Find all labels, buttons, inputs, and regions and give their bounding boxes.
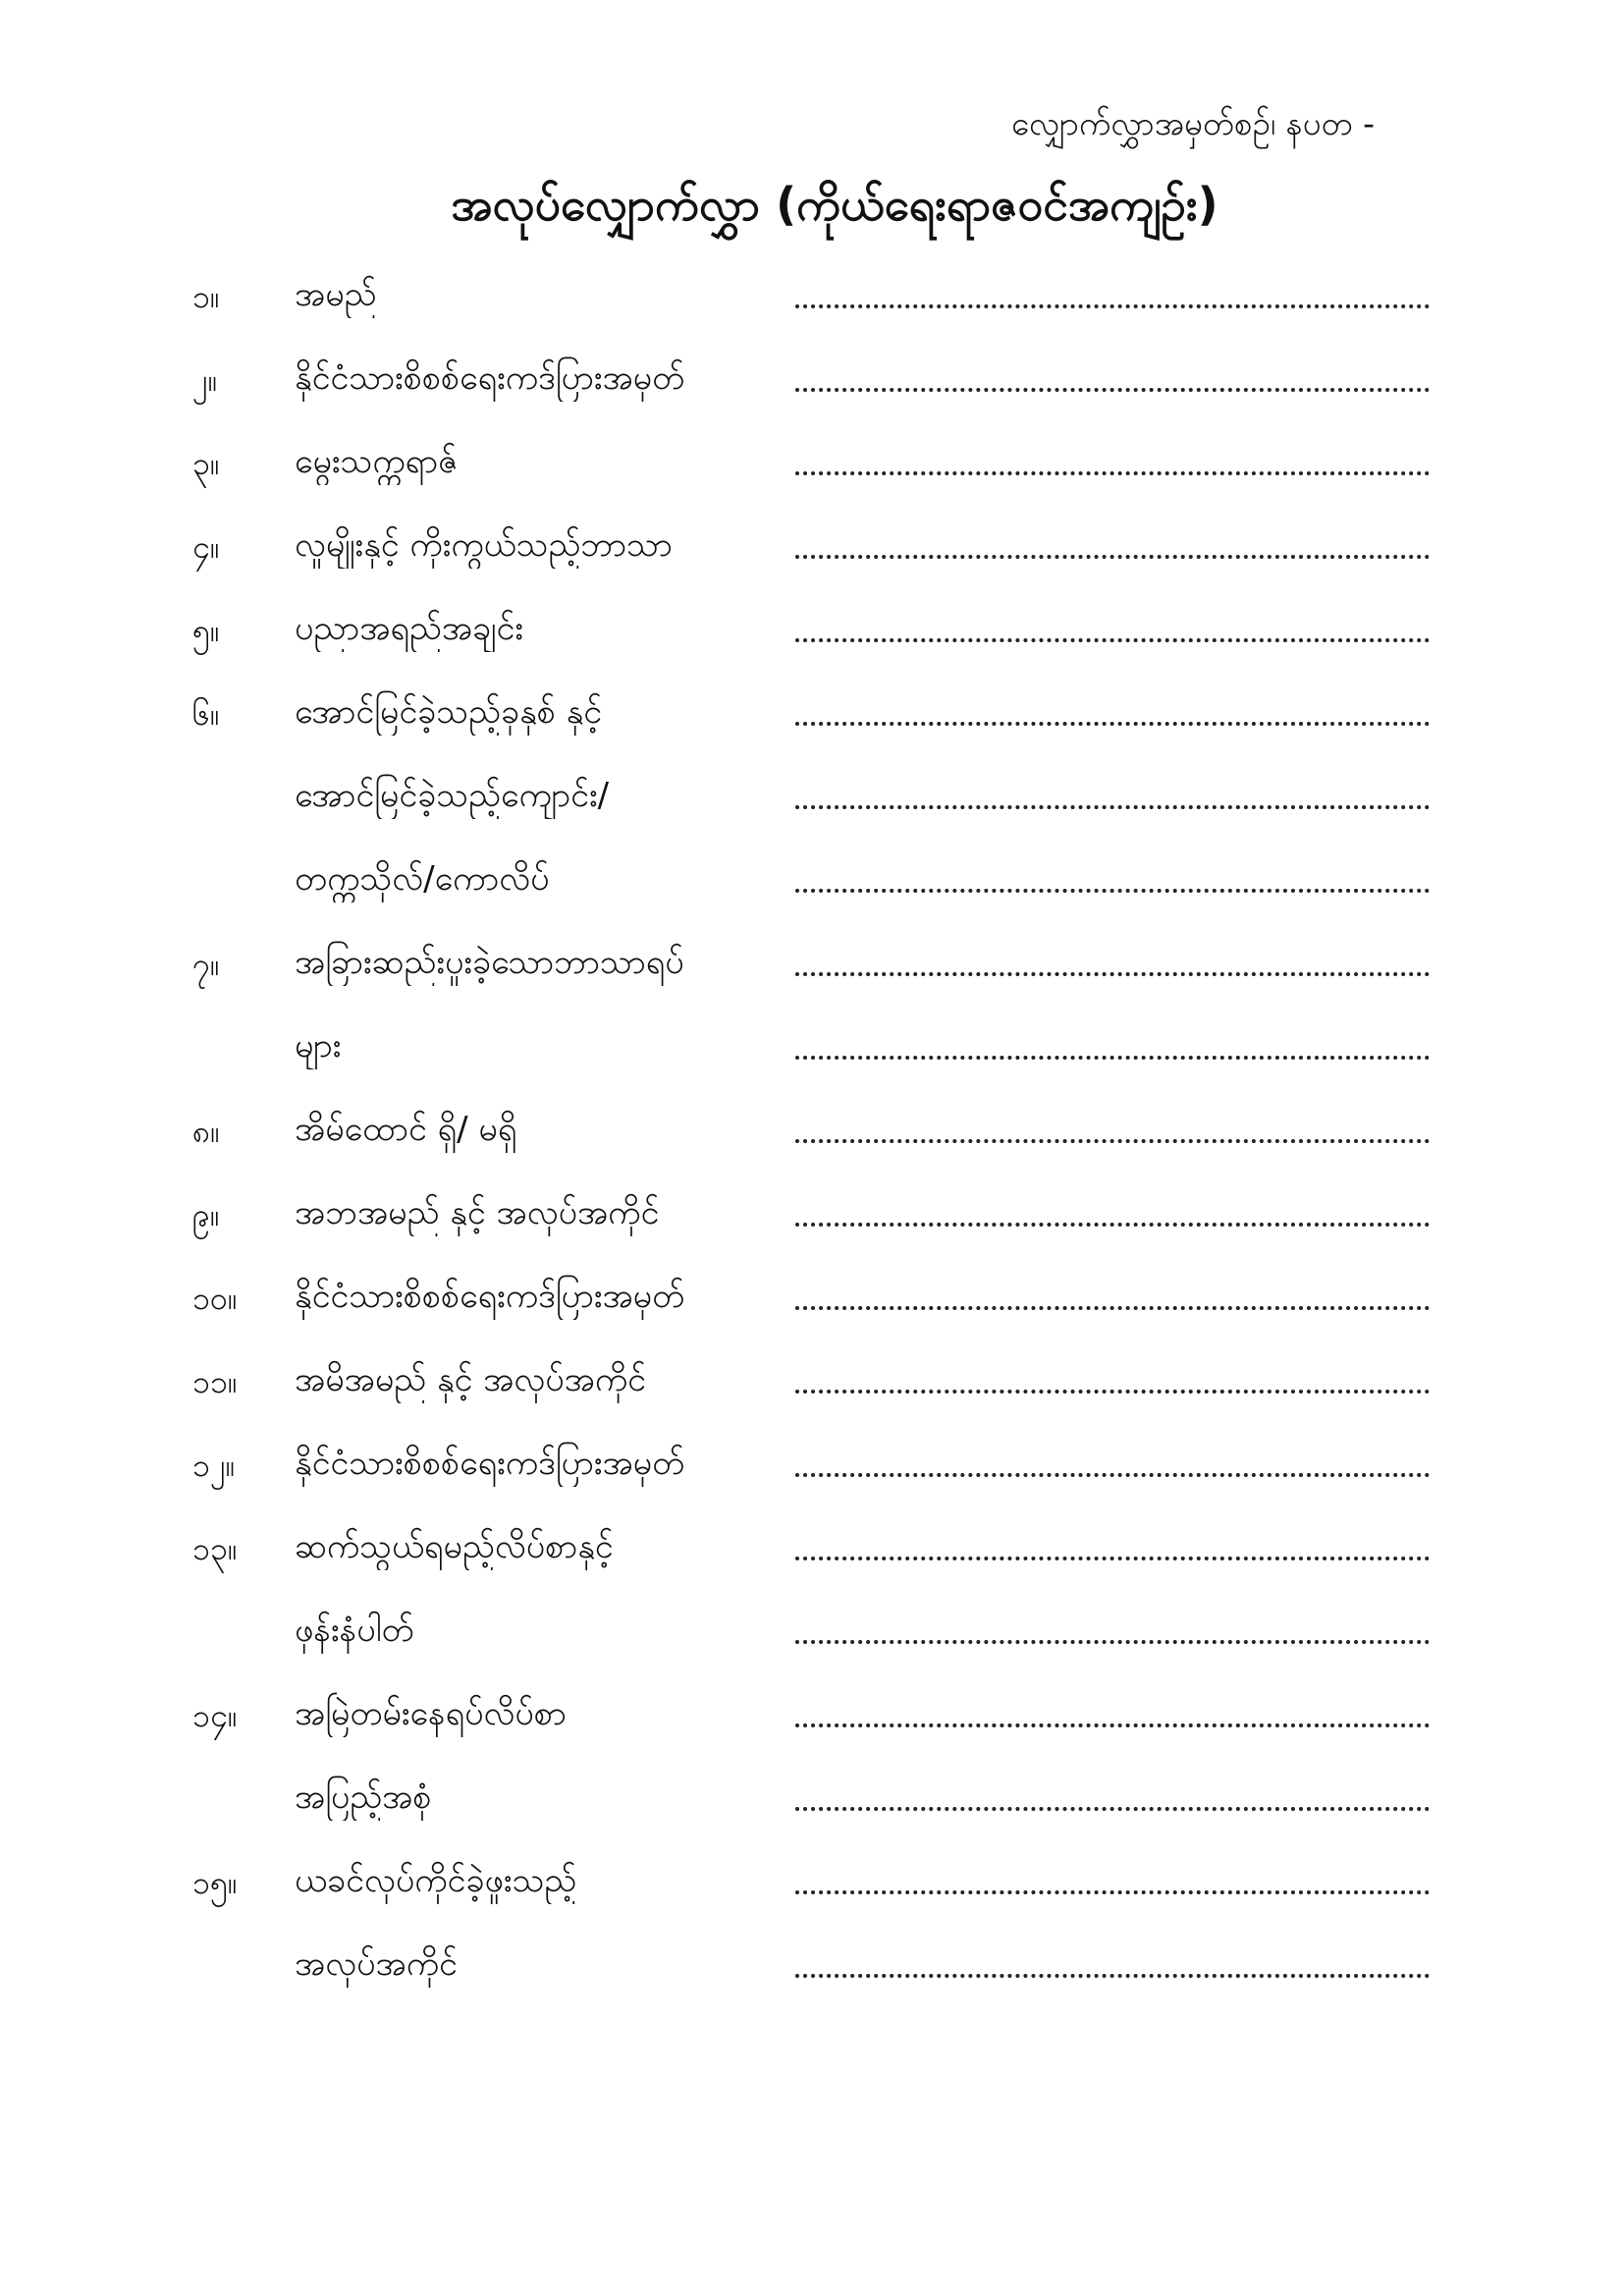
fill-in-line[interactable] [795, 388, 1430, 392]
field-number: ၁၀။ [192, 1280, 238, 1317]
field-label: အပြည့်အစုံ [295, 1777, 432, 1817]
form-row-other-subjects [0, 925, 1624, 1009]
form-row-contact-address [0, 1509, 1624, 1593]
field-number: ၃။ [192, 445, 220, 482]
field-label: အိမ်ထောင် ရှိ/ မရှိ [295, 1110, 517, 1149]
fill-in-line[interactable] [795, 805, 1430, 809]
fill-in-line[interactable] [795, 889, 1430, 893]
form-row-previous-job-cont [0, 1927, 1624, 2010]
fill-in-line[interactable] [795, 1306, 1430, 1310]
fill-in-line[interactable] [795, 1223, 1430, 1227]
fill-in-line[interactable] [795, 1056, 1430, 1060]
field-label: ပညာအရည်အချင်း [295, 609, 524, 648]
form-row-permanent-address-full [0, 1760, 1624, 1843]
field-label: အမိအမည် နှင့် အလုပ်အကိုင် [295, 1360, 646, 1399]
fill-in-line[interactable] [795, 1557, 1430, 1560]
form-row-graduation-year [0, 675, 1624, 758]
field-label: အခြားဆည်းပူးခဲ့သောဘာသာရပ် [295, 943, 684, 982]
field-label: အလုပ်အကိုင် [295, 1944, 458, 1984]
form-row-nrc-number [0, 341, 1624, 424]
form-row-marital-status [0, 1092, 1624, 1175]
form-row-previous-job [0, 1843, 1624, 1927]
field-number: ၁၂။ [192, 1447, 236, 1484]
form-row-father-nrc [0, 1259, 1624, 1342]
form-row-education [0, 591, 1624, 675]
field-label: နိုင်ငံသားစိစစ်ရေးကဒ်ပြားအမှတ် [295, 358, 685, 398]
form-row-other-subjects-cont [0, 1009, 1624, 1092]
fill-in-line[interactable] [795, 555, 1430, 559]
fill-in-line[interactable] [795, 722, 1430, 726]
field-label: အမည် [295, 275, 377, 314]
fill-in-line[interactable] [795, 972, 1430, 976]
form-row-date-of-birth [0, 424, 1624, 508]
form-row-university [0, 842, 1624, 925]
field-label: ဖုန်းနံပါတ် [295, 1611, 414, 1650]
field-label: နိုင်ငံသားစိစစ်ရေးကဒ်ပြားအမှတ် [295, 1277, 685, 1316]
field-number: ၁၃။ [192, 1530, 238, 1567]
field-label: နိုင်ငံသားစိစစ်ရေးကဒ်ပြားအမှတ် [295, 1444, 685, 1483]
fill-in-line[interactable] [795, 1890, 1430, 1894]
field-number: ၆။ [192, 695, 220, 733]
field-label: အမြဲတမ်းနေရပ်လိပ်စာ [295, 1694, 567, 1733]
field-number: ၇။ [192, 946, 220, 983]
field-label: မွေးသက္ကရာဇ် [295, 442, 459, 481]
field-number: ၄။ [192, 528, 220, 566]
form-fields [0, 257, 1624, 2010]
field-number: ၂။ [192, 361, 218, 399]
field-number: ၁၄။ [192, 1697, 238, 1734]
fill-in-line[interactable] [795, 471, 1430, 475]
field-number: ၁၅။ [192, 1864, 238, 1901]
field-label: လူမျိုးနှင့် ကိုးကွယ်သည့်ဘာသာ [295, 525, 673, 565]
field-label: ဆက်သွယ်ရမည့်လိပ်စာနှင့် [295, 1527, 614, 1566]
fill-in-line[interactable] [795, 1473, 1430, 1477]
field-number: ၅။ [192, 612, 220, 649]
fill-in-line[interactable] [795, 1807, 1430, 1811]
field-label: အောင်မြင်ခဲ့သည့်ခုနှစ် နှင့် [295, 692, 603, 732]
fill-in-line[interactable] [795, 1974, 1430, 1978]
fill-in-line[interactable] [795, 1139, 1430, 1143]
field-label: ယခင်လုပ်ကိုင်ခဲ့ဖူးသည့် [295, 1861, 577, 1900]
form-reference-number: လျှောက်လွှာအမှတ်စဉ်၊ နပတ - [1010, 104, 1375, 142]
form-row-mother-nrc [0, 1426, 1624, 1509]
field-label: တက္ကသိုလ်/ကောလိပ် [295, 859, 550, 899]
form-row-school [0, 758, 1624, 842]
form-row-permanent-address [0, 1676, 1624, 1760]
field-number: ၁။ [192, 278, 220, 315]
form-row-mother-name [0, 1342, 1624, 1426]
field-label: အဘအမည် နှင့် အလုပ်အကိုင် [295, 1193, 660, 1232]
fill-in-line[interactable] [795, 1390, 1430, 1394]
form-row-father-name [0, 1175, 1624, 1259]
fill-in-line[interactable] [795, 1640, 1430, 1644]
field-number: ၉။ [192, 1196, 220, 1233]
field-number: ၁၁။ [192, 1363, 238, 1400]
field-label: အောင်မြင်ခဲ့သည့်ကျောင်း/ [295, 776, 610, 815]
fill-in-line[interactable] [795, 638, 1430, 642]
field-number: ၈။ [192, 1113, 220, 1150]
form-row-phone-number [0, 1593, 1624, 1676]
form-row-name [0, 257, 1624, 341]
page-title: အလုပ်လျှောက်လွှာ (ကိုယ်ရေးရာဇဝင်အကျဉ်း) [451, 178, 1218, 231]
fill-in-line[interactable] [795, 304, 1430, 308]
field-label: များ [295, 1026, 342, 1066]
form-row-race-religion [0, 508, 1624, 591]
fill-in-line[interactable] [795, 1723, 1430, 1727]
